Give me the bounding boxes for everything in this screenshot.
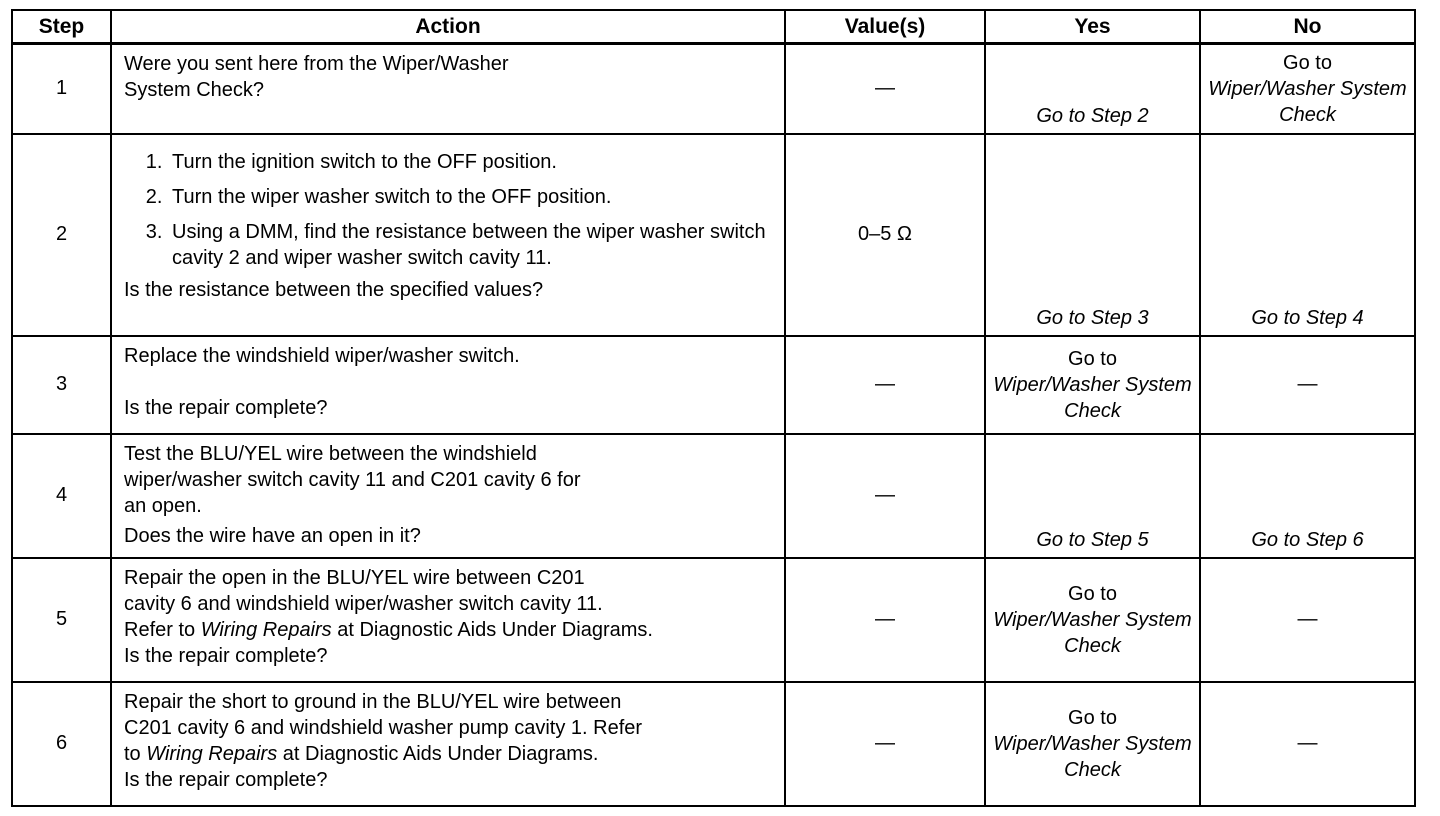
yes-cell[interactable]: [985, 558, 1200, 682]
yes-prefix: Go to: [1068, 582, 1117, 605]
yes-link[interactable]: Go to Step 5: [985, 434, 1200, 558]
wiring-repairs-link[interactable]: Wiring Repairs: [200, 618, 332, 641]
action-cell: [111, 558, 785, 682]
action-cell: [111, 682, 785, 806]
table-row: [12, 134, 1415, 336]
action-text: wiper/washer switch cavity 11 and C201 cavity 6 for: [124, 468, 581, 491]
yes-link[interactable]: Go to Step 2: [985, 44, 1200, 134]
refer-suffix: at Diagnostic Aids Under Diagrams.: [337, 618, 653, 641]
action-text: Repair the open in the BLU/YEL wire between C201: [124, 566, 585, 589]
no-link[interactable]: Go to Step 6: [1200, 434, 1415, 558]
table-row: [12, 434, 1415, 558]
procedure-list: [124, 149, 774, 271]
no-cell[interactable]: [1200, 44, 1415, 134]
no-cell: —: [1200, 336, 1415, 434]
action-text: Repair the short to ground in the BLU/YEL wire between: [124, 690, 622, 713]
yes-link[interactable]: Wiper/Washer System Check: [993, 373, 1192, 422]
action-cell: [111, 134, 785, 336]
procedure-item: 3. Using a DMM, find the resistance between the wiper washer switch cavity 2 and wiper washer switch cavity 11.: [168, 219, 774, 271]
action-text: C201 cavity 6 and windshield washer pump cavity 1. Refer: [124, 716, 643, 739]
step-number: 4: [12, 434, 111, 558]
no-cell: —: [1200, 682, 1415, 806]
question-text: Is the repair complete?: [124, 644, 328, 667]
table-row: [12, 44, 1415, 134]
action-cell: [111, 44, 785, 134]
table-row: [12, 558, 1415, 682]
question-text: Is the resistance between the specified values?: [124, 278, 544, 301]
yes-link[interactable]: Wiper/Washer System Check: [993, 608, 1192, 657]
step-number: 1: [12, 44, 111, 134]
value-cell: 0–5 Ω: [785, 134, 985, 336]
refer-prefix: Refer to: [124, 618, 196, 641]
value-cell: —: [785, 682, 985, 806]
header-action: Action: [111, 10, 785, 44]
table-row: [12, 336, 1415, 434]
action-text: Test the BLU/YEL wire between the windshield: [124, 442, 537, 465]
question-text: Is the repair complete?: [124, 396, 328, 419]
yes-prefix: Go to: [1068, 347, 1117, 370]
action-cell: [111, 434, 785, 558]
yes-cell[interactable]: [985, 336, 1200, 434]
action-text: Replace the windshield wiper/washer switch.: [124, 344, 520, 367]
value-cell: —: [785, 558, 985, 682]
refer-line: [124, 617, 774, 643]
yes-link[interactable]: Go to Step 3: [985, 134, 1200, 336]
refer-suffix: at Diagnostic Aids Under Diagrams.: [282, 742, 599, 765]
refer-line: [124, 741, 774, 767]
no-link[interactable]: Go to Step 4: [1200, 134, 1415, 336]
question-text: Is the repair complete?: [124, 768, 328, 791]
no-cell: —: [1200, 558, 1415, 682]
no-prefix: Go to: [1283, 51, 1332, 74]
header-values: Value(s): [785, 10, 985, 44]
action-cell: [111, 336, 785, 434]
table-row: [12, 682, 1415, 806]
yes-link[interactable]: Wiper/Washer System Check: [993, 732, 1192, 781]
procedure-item: 2. Turn the wiper washer switch to the OFF position.: [168, 184, 774, 210]
step-number: 6: [12, 682, 111, 806]
diagnostic-table: [11, 9, 1416, 807]
header-yes: Yes: [985, 10, 1200, 44]
refer-prefix: to: [124, 742, 141, 765]
action-text: an open.: [124, 494, 202, 517]
question-text: Does the wire have an open in it?: [124, 524, 421, 547]
action-text: Were you sent here from the Wiper/Washer: [124, 53, 509, 75]
header-no: No: [1200, 10, 1415, 44]
step-number: 3: [12, 336, 111, 434]
step-number: 5: [12, 558, 111, 682]
yes-prefix: Go to: [1068, 706, 1117, 729]
procedure-item: 1. Turn the ignition switch to the OFF position.: [168, 149, 774, 175]
header-row: [12, 10, 1415, 44]
step-number: 2: [12, 134, 111, 336]
value-cell: —: [785, 434, 985, 558]
action-text: cavity 6 and windshield wiper/washer switch cavity 11.: [124, 592, 603, 615]
action-text: System Check?: [124, 79, 265, 101]
yes-cell[interactable]: [985, 682, 1200, 806]
wiring-repairs-link[interactable]: Wiring Repairs: [146, 742, 278, 765]
value-cell: —: [785, 336, 985, 434]
header-step: Step: [12, 10, 111, 44]
value-cell: —: [785, 44, 985, 134]
no-link[interactable]: Wiper/Washer System Check: [1208, 77, 1407, 126]
